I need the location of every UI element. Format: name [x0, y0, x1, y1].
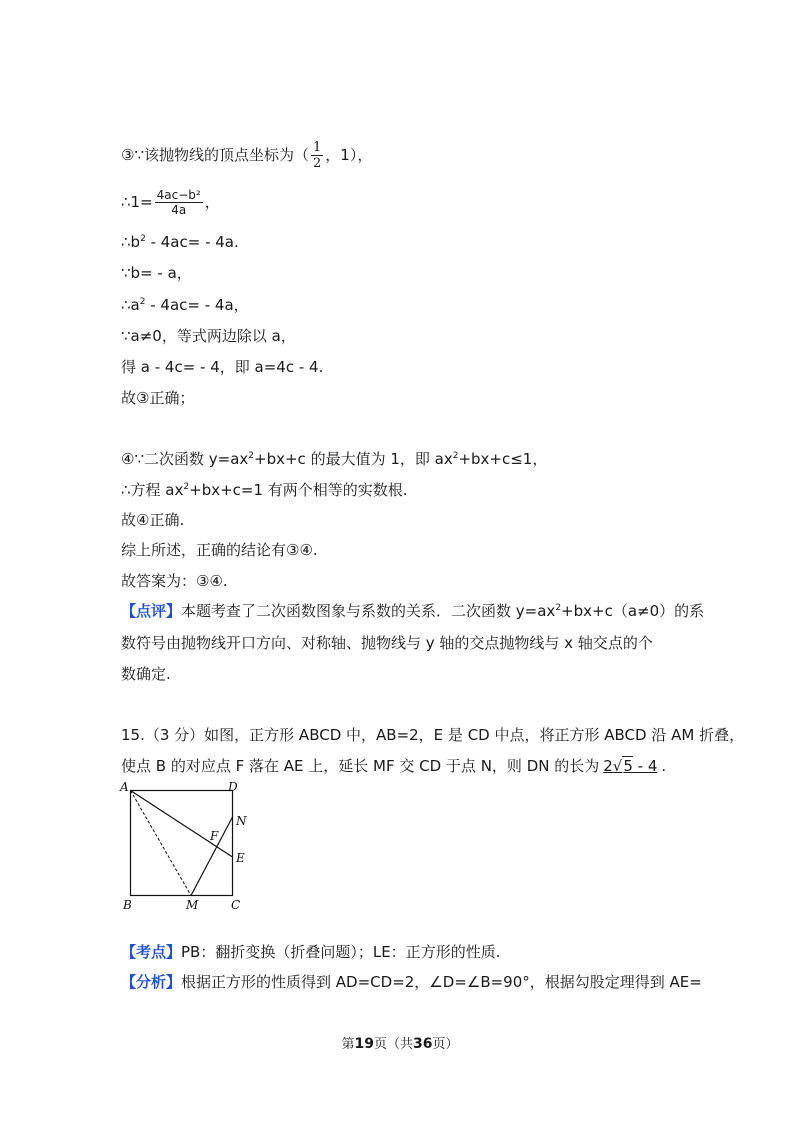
text: ④∵二次函数 y=ax — [121, 450, 249, 468]
text: 根据正方形的性质得到 AD=CD=2，∠D=∠B=90°，根据勾股定理得到 AE= — [181, 973, 702, 991]
line-s3-6: ∵a≠0，等式两边除以 a， — [121, 327, 296, 345]
superscript: 2 — [248, 451, 255, 461]
page-number: 19 — [354, 1036, 374, 1052]
text: ∴方程 ax — [121, 481, 184, 499]
line-s4-4: 综上所述，正确的结论有③④. — [121, 541, 318, 559]
text: 第 — [341, 1037, 355, 1052]
text: +bx+c≤1， — [458, 450, 548, 468]
comment-line-2: 数符号由抛物线开口方向、对称轴、抛物线与 y 轴的交点抛物线与 x 轴交点的个 — [121, 634, 653, 652]
label-n: N — [236, 814, 247, 828]
answer-coef: 2 — [603, 757, 613, 775]
fraction-half — [311, 140, 323, 171]
numerator: 4ac−b² — [156, 188, 201, 202]
line-s3-3 — [121, 232, 239, 252]
line-s4-3: 故④正确. — [121, 511, 185, 529]
superscript: 2 — [452, 451, 459, 461]
fenxi-line — [121, 972, 702, 992]
text: . — [661, 757, 667, 775]
line-s3-2 — [121, 188, 220, 217]
text: 页（共 — [373, 1037, 413, 1052]
text: ∴b — [121, 233, 141, 251]
label-d: D — [228, 780, 238, 794]
denominator: 4a — [171, 203, 187, 217]
text: ∴1= — [121, 193, 153, 211]
page-footer — [0, 1033, 800, 1052]
text: ，1）， — [325, 146, 373, 164]
line-s4-2 — [121, 480, 408, 500]
fraction-vertex-y — [155, 188, 203, 217]
text: PB：翻折变换（折叠问题）；LE：正方形的性质. — [181, 943, 501, 961]
text: 本题考查了二次函数图象与系数的关系．二次函数 y=ax — [181, 602, 556, 620]
numerator: 1 — [313, 140, 322, 155]
answer: 2√5 - 4 — [603, 757, 658, 775]
superscript: 2 — [555, 603, 562, 613]
q15-line-2 — [121, 756, 666, 776]
line-s3-8: 故③正确； — [121, 389, 195, 407]
answer-rest: - 4 — [632, 757, 658, 775]
denominator: 2 — [313, 156, 322, 171]
text: - 4ac= - 4a， — [145, 296, 249, 314]
kaodian-line — [121, 942, 500, 962]
page-total: 36 — [413, 1036, 433, 1052]
text: ③∵该抛物线的顶点坐标为（ — [121, 146, 309, 164]
superscript: 2 — [183, 482, 190, 492]
comment-line-1 — [121, 601, 704, 621]
line-s3-7: 得 a - 4c= - 4，即 a=4c - 4. — [121, 358, 324, 376]
line-s3-4: ∵b= - a， — [121, 264, 192, 282]
line-s4-5: 故答案为：③④. — [121, 572, 228, 590]
label-a: A — [120, 780, 129, 794]
answer-radicand: 5 — [623, 757, 633, 775]
text: 页） — [432, 1037, 459, 1052]
line-am-dashed — [131, 791, 192, 896]
text: +bx+c（a≠0）的系 — [561, 602, 705, 620]
text: ， — [204, 193, 220, 211]
text: +bx+c=1 有两个相等的实数根. — [189, 481, 408, 499]
text: ∴a — [121, 296, 140, 314]
square-fold-figure — [118, 780, 258, 912]
line-s3-1 — [121, 140, 372, 171]
label-c: C — [231, 898, 241, 912]
superscript: 2 — [140, 234, 146, 244]
line-s4-1 — [121, 449, 547, 469]
superscript: 2 — [139, 297, 146, 307]
text: - 4ac= - 4a. — [145, 233, 239, 251]
comment-line-3: 数确定. — [121, 665, 171, 683]
line-s3-5 — [121, 295, 249, 315]
fenxi-tag: 【分析】 — [121, 973, 182, 991]
q15-line-1: 15.（3 分）如图，正方形 ABCD 中，AB=2，E 是 CD 中点，将正方形 ABCD 沿 AM 折叠， — [121, 726, 745, 744]
kaodian-tag: 【考点】 — [121, 943, 182, 961]
label-e: E — [236, 851, 245, 865]
label-f: F — [210, 829, 219, 843]
label-b: B — [123, 898, 132, 912]
comment-tag: 【点评】 — [121, 602, 182, 620]
label-m: M — [186, 898, 199, 912]
text: 使点 B 的对应点 F 落在 AE 上，延长 MF 交 CD 于点 N，则 DN 的长为 — [121, 757, 600, 775]
text: +bx+c 的最大值为 1，即 ax — [254, 450, 453, 468]
